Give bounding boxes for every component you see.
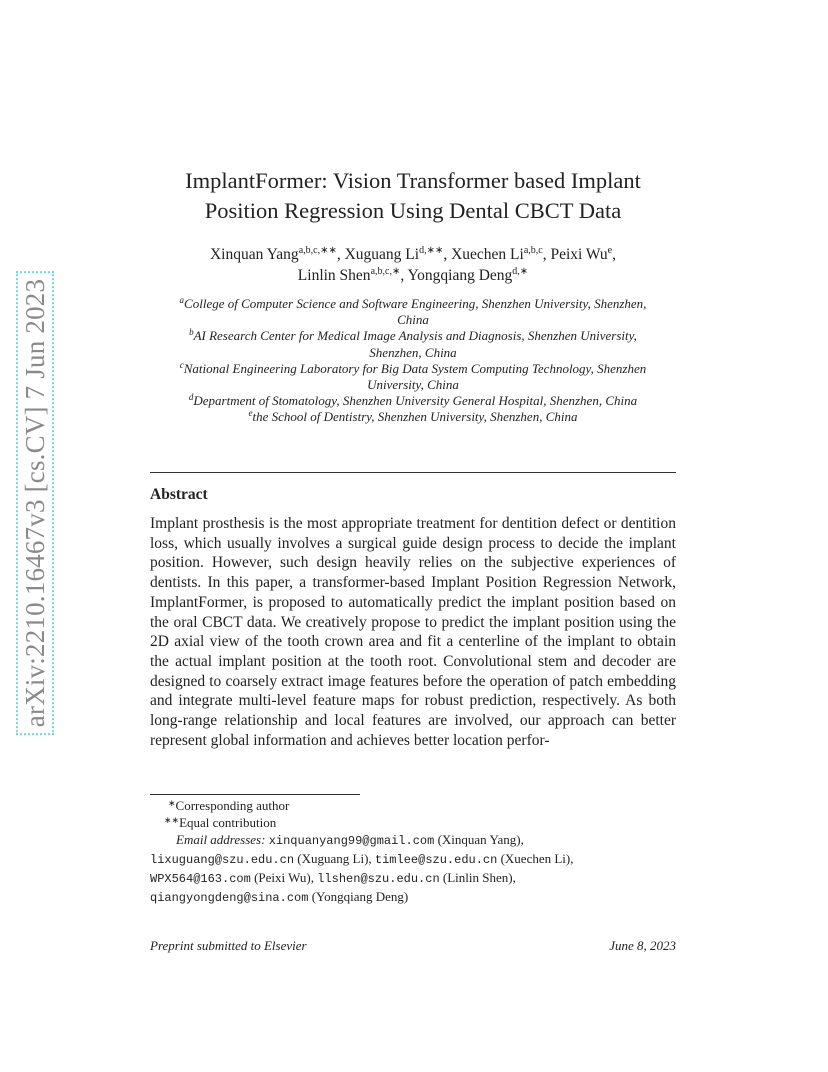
email-owner: (Yongqiang Deng) [308,889,409,904]
author-separator: , [336,246,345,263]
paper-title [150,166,676,226]
affiliation-c [145,361,681,377]
footnote-text: Equal contribution [179,815,277,830]
author-separator: , [400,267,408,284]
email-link[interactable]: llshen@szu.edu.cn [317,872,440,886]
footnote-corresponding [150,797,676,814]
author-line-2 [150,265,676,286]
email-owner: (Xinquan Yang), [434,832,524,847]
affiliations [145,296,681,426]
author-affil-sup: a,b,c,∗ [370,266,401,277]
abstract-heading: Abstract [150,486,208,503]
email-label: Email addresses: [176,832,266,847]
affiliation-e [145,409,681,425]
footnotes [150,797,676,907]
author-name: Xuguang Li [344,246,420,263]
affiliation-b [145,328,681,344]
footnote-mark: ∗ [168,798,176,808]
affiliation-sup: a [179,295,185,305]
email-link[interactable]: WPX564@163.com [150,872,251,886]
email-owner: (Xuguang Li), [294,851,375,866]
email-link[interactable]: lixuguang@szu.edu.cn [150,853,295,867]
affiliation-text: AI Research Center for Medical Image Analysis and Diagnosis, Shenzhen University, [193,328,637,344]
affiliation-sup: e [248,408,253,419]
footnote-equal [150,814,676,831]
title-line-2: Position Regression Using Dental CBCT Data [204,198,622,223]
affiliation-b-cont: Shenzhen, China [369,344,457,360]
email-line-2 [150,850,676,869]
arxiv-identifier[interactable]: arXiv:2210.16467v3 [cs.CV] 7 Jun 2023 [16,271,54,735]
author-line-1 [150,244,676,265]
footer-date: June 8, 2023 [609,938,676,953]
email-owner: (Peixi Wu), [250,870,318,885]
affiliation-c-cont: University, China [367,377,459,393]
author-affil-sup: a,b,c [523,245,543,256]
affiliation-text: National Engineering Laboratory for Big Data System Computing Technology, Shenzhen [183,360,647,376]
header-divider [150,472,676,473]
author-list [150,244,676,286]
author-affil-sup: d,∗∗ [419,245,444,256]
footnote-text: Corresponding author [175,798,290,813]
affiliation-text: the School of Dentistry, Shenzhen University, Shenzhen, China [252,409,578,425]
author-affil-sup: d,∗ [512,266,529,277]
affiliation-text: Department of Stomatology, Shenzhen University General Hospital, Shenzhen, China [193,393,638,409]
footer-preprint-note: Preprint submitted to Elsevier [150,938,307,953]
author-separator: , [542,246,551,263]
author-name: Linlin Shen [297,267,371,284]
email-owner: (Linlin Shen), [439,870,516,885]
author-separator: , [443,246,452,263]
email-link[interactable]: xinquanyang99@gmail.com [268,834,435,848]
email-line-1 [150,831,676,850]
title-line-1: ImplantFormer: Vision Transformer based Implant [185,168,641,193]
author-separator: , [612,246,616,263]
author-name: Peixi Wu [550,246,608,263]
email-link[interactable]: qiangyongdeng@sina.com [150,891,309,905]
email-line-3 [150,869,676,888]
affiliation-text: College of Computer Science and Software Engineering, Shenzhen University, Shenzhen, [184,296,647,311]
author-affil-sup: a,b,c,∗∗ [298,245,337,256]
author-name: Yongqiang Deng [407,267,513,284]
footnote-divider [150,794,360,795]
abstract-body: Implant prosthesis is the most appropriate treatment for dentition defect or dentition loss, which usually involves a surgical guide design process to decide the implant position. However, such design heavily relies on the subjective experiences of dentists. In this paper, a transformer-based Implant Position Regression Network, ImplantFormer, is proposed to automatically predict the implant position based on the oral CBCT data. We creatively propose to predict the implant position using the 2D axial view of the tooth crown area and fit a centerline of the implant to obtain the actual implant position at the tooth root. Convolutional stem and decoder are designed to coarsely extract image features before the operation of patch embedding and integrate multi-level feature maps for robust prediction, respectively. As both long-range relationship and local features are involved, our approach can better represent global information and achieves better location perfor- [150,515,676,749]
affiliation-sup: d [188,392,194,403]
email-owner: (Xuechen Li), [497,851,574,866]
footnote-mark: ∗∗ [164,815,180,825]
arxiv-sidebar [18,268,52,738]
affiliation-sup: b [189,327,194,338]
affiliation-d [145,393,681,409]
affiliation-sup: c [179,359,184,370]
author-name: Xuechen Li [451,246,524,263]
author-name: Xinquan Yang [209,246,299,263]
email-line-4 [150,888,676,907]
author-affil-sup: e [607,245,613,256]
affiliation-a [145,296,681,312]
affiliation-a-cont: China [397,312,429,328]
email-link[interactable]: timlee@szu.edu.cn [374,853,498,867]
